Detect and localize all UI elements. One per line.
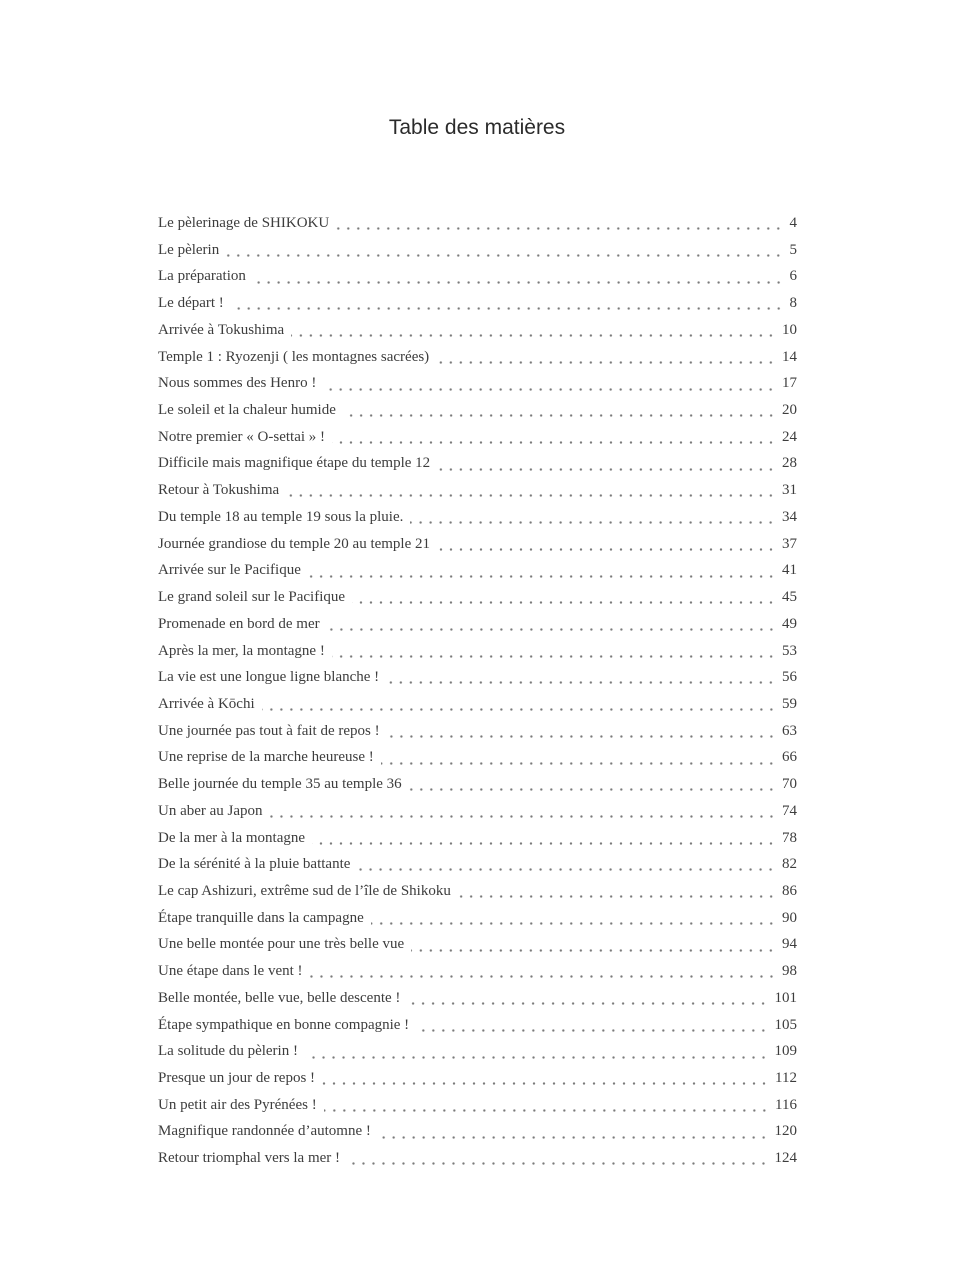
toc-entry-page: 24 — [782, 428, 797, 445]
toc-entry[interactable] — [158, 344, 797, 371]
dot-leader — [407, 985, 770, 1012]
toc-entry[interactable] — [158, 691, 797, 718]
toc-entry[interactable] — [158, 263, 797, 290]
toc-entry[interactable] — [158, 744, 797, 771]
toc-entry[interactable] — [158, 317, 797, 344]
toc-entry-label: Presque un jour de repos ! — [158, 1070, 316, 1086]
toc-entry-label: Difficile mais magnifique étape du temple 12 — [158, 455, 431, 472]
toc-entry[interactable] — [158, 798, 797, 825]
toc-entry[interactable] — [158, 1038, 797, 1065]
dot-leader — [305, 1038, 771, 1065]
dot-leader — [291, 317, 778, 344]
toc-entry-page: 14 — [782, 348, 797, 365]
toc-entry-label: Belle journée du temple 35 au temple 36 — [158, 776, 402, 793]
dot-leader — [253, 263, 786, 290]
dot-leader — [436, 344, 778, 371]
dot-leader — [310, 958, 778, 985]
toc-entry[interactable] — [158, 584, 797, 611]
toc-entry-label: Arrivée sur le Pacifique — [158, 562, 301, 579]
toc-entry[interactable] — [158, 1092, 797, 1119]
dot-leader — [437, 450, 778, 477]
dot-leader — [312, 825, 778, 852]
dot-leader — [410, 504, 778, 531]
dot-leader — [308, 557, 778, 584]
toc-entry-label: Belle montée, belle vue, belle descente ! — [158, 989, 401, 1006]
toc-entry-page: 41 — [782, 562, 797, 579]
dot-leader — [416, 1012, 770, 1039]
toc-entry-label: Le cap Ashizuri, extrême sud de l’île de Shikoku — [158, 882, 451, 899]
toc-entry-page: 53 — [782, 642, 797, 659]
dot-leader — [286, 477, 778, 504]
toc-entry[interactable] — [158, 1065, 797, 1092]
dot-leader — [411, 931, 778, 958]
toc-entry-label: Notre premier « O-settai » ! — [158, 428, 326, 445]
dot-leader — [332, 638, 778, 665]
toc-entry-page: 86 — [782, 882, 797, 899]
toc-entry[interactable] — [158, 1145, 797, 1172]
toc-entry-page: 56 — [782, 669, 797, 686]
toc-entry-label: Un petit air des Pyrénées ! — [158, 1096, 317, 1113]
dot-leader — [378, 1118, 771, 1145]
dot-leader — [343, 397, 778, 424]
toc-entry-page: 34 — [782, 508, 797, 525]
dot-leader — [347, 1145, 770, 1172]
toc-entry[interactable] — [158, 237, 797, 264]
toc-entry-page: 116 — [775, 1096, 797, 1113]
toc-entry-label: Étape sympathique en bonne compagnie ! — [158, 1016, 410, 1033]
toc-entry[interactable] — [158, 370, 797, 397]
toc-entry-label: Une étape dans le vent ! — [158, 963, 303, 980]
toc-entry-label: Promenade en bord de mer — [158, 615, 320, 632]
toc-entry[interactable] — [158, 958, 797, 985]
dot-leader — [357, 851, 778, 878]
toc-entry-page: 10 — [782, 321, 797, 338]
toc-entry[interactable] — [158, 210, 797, 237]
toc-entry-label: Une reprise de la marche heureuse ! — [158, 749, 374, 766]
dot-leader — [458, 878, 778, 905]
toc-entry[interactable] — [158, 290, 797, 317]
toc-entry[interactable] — [158, 531, 797, 558]
toc-entry[interactable] — [158, 450, 797, 477]
toc-entry-page: 90 — [782, 909, 797, 926]
toc-entry[interactable] — [158, 1118, 797, 1145]
toc-entry-label: Après la mer, la montagne ! — [158, 642, 325, 659]
toc-entry-label: Le pèlerin — [158, 241, 220, 258]
dot-leader — [324, 1092, 771, 1119]
toc-entry[interactable] — [158, 1012, 797, 1039]
dot-leader — [387, 718, 778, 745]
toc-entry-page: 66 — [782, 749, 797, 766]
toc-entry-page: 101 — [774, 989, 797, 1006]
toc-entry-page: 37 — [782, 535, 797, 552]
toc-entry-page: 74 — [782, 802, 797, 819]
toc-entry-page: 124 — [774, 1150, 797, 1167]
dot-leader — [371, 905, 778, 932]
toc-entry[interactable] — [158, 825, 797, 852]
toc-entry-label: Un aber au Japon — [158, 802, 263, 819]
toc-entry-page: 4 — [789, 215, 797, 231]
toc-entry-label: Retour à Tokushima — [158, 482, 280, 499]
toc-entry-page: 82 — [782, 856, 797, 873]
toc-entry-label: La solitude du pèlerin ! — [158, 1043, 298, 1060]
toc-entry-page: 94 — [782, 936, 797, 953]
toc-entry-label: Une journée pas tout à fait de repos ! — [158, 722, 380, 739]
toc-entry-label: Du temple 18 au temple 19 sous la pluie. — [158, 508, 404, 525]
dot-leader — [262, 691, 778, 718]
toc-list — [158, 210, 797, 1172]
toc-entry-page: 112 — [775, 1070, 797, 1086]
toc-entry-page: 20 — [782, 402, 797, 419]
toc-entry[interactable] — [158, 985, 797, 1012]
dot-leader — [437, 531, 778, 558]
toc-entry-page: 17 — [782, 375, 797, 392]
dot-leader — [270, 798, 778, 825]
toc-entry[interactable] — [158, 905, 797, 932]
toc-entry-label: Arrivée à Kōchi — [158, 695, 255, 712]
toc-entry-page: 59 — [782, 695, 797, 712]
toc-entry-page: 78 — [782, 829, 797, 846]
page-title: Table des matières — [388, 116, 566, 139]
dot-leader — [352, 584, 778, 611]
toc-entry-label: Le grand soleil sur le Pacifique — [158, 589, 346, 606]
toc-entry-label: La vie est une longue ligne blanche ! — [158, 669, 380, 686]
toc-entry[interactable] — [158, 611, 797, 638]
dot-leader — [226, 237, 785, 264]
toc-entry-label: Journée grandiose du temple 20 au temple 21 — [158, 535, 431, 552]
toc-entry[interactable] — [158, 638, 797, 665]
toc-entry[interactable] — [158, 771, 797, 798]
dot-leader — [336, 210, 785, 237]
toc-entry[interactable] — [158, 931, 797, 958]
toc-entry-label: La préparation — [158, 268, 246, 285]
toc-entry[interactable] — [158, 664, 797, 691]
dot-leader — [386, 664, 778, 691]
toc-entry[interactable] — [158, 851, 797, 878]
toc-entry-label: Temple 1 : Ryozenji ( les montagnes sacrées) — [158, 348, 430, 365]
toc-entry-label: Une belle montée pour une très belle vue — [158, 936, 405, 953]
toc-entry-label: De la sérénité à la pluie battante — [158, 856, 351, 873]
toc-entry-page: 105 — [774, 1016, 797, 1033]
toc-entry-page: 6 — [789, 268, 797, 285]
toc-entry-label: Le soleil et la chaleur humide — [158, 402, 336, 419]
dot-leader — [231, 290, 786, 317]
toc-entry-page: 28 — [782, 455, 797, 472]
dot-leader — [409, 771, 778, 798]
toc-entry-page: 70 — [782, 776, 797, 793]
toc-entry[interactable] — [158, 718, 797, 745]
toc-entry-page: 31 — [782, 482, 797, 499]
dot-leader — [323, 370, 778, 397]
toc-entry[interactable] — [158, 477, 797, 504]
toc-entry-label: Le pèlerinage de SHIKOKU — [158, 215, 330, 231]
toc-entry-page: 63 — [782, 722, 797, 739]
toc-entry-page: 98 — [782, 963, 797, 980]
dot-leader — [381, 744, 778, 771]
toc-entry-label: Nous sommes des Henro ! — [158, 375, 317, 392]
toc-entry[interactable] — [158, 557, 797, 584]
toc-entry[interactable] — [158, 504, 797, 531]
toc-entry-page: 120 — [774, 1123, 797, 1140]
toc-entry-label: Étape tranquille dans la campagne — [158, 909, 364, 926]
dot-leader — [322, 1065, 771, 1092]
toc-entry[interactable] — [158, 397, 797, 424]
toc-entry-page: 5 — [789, 241, 797, 258]
toc-entry-label: De la mer à la montagne — [158, 829, 306, 846]
toc-entry[interactable] — [158, 878, 797, 905]
toc-entry-label: Le départ ! — [158, 295, 224, 312]
toc-entry[interactable] — [158, 424, 797, 451]
toc-entry-page: 49 — [782, 615, 797, 632]
dot-leader — [332, 424, 778, 451]
toc-entry-label: Arrivée à Tokushima — [158, 321, 285, 338]
toc-entry-label: Retour triomphal vers la mer ! — [158, 1150, 341, 1167]
toc-entry-page: 8 — [789, 295, 797, 312]
dot-leader — [327, 611, 778, 638]
toc-entry-page: 109 — [774, 1043, 797, 1060]
toc-entry-page: 45 — [782, 589, 797, 606]
toc-entry-label: Magnifique randonnée d’automne ! — [158, 1123, 371, 1140]
